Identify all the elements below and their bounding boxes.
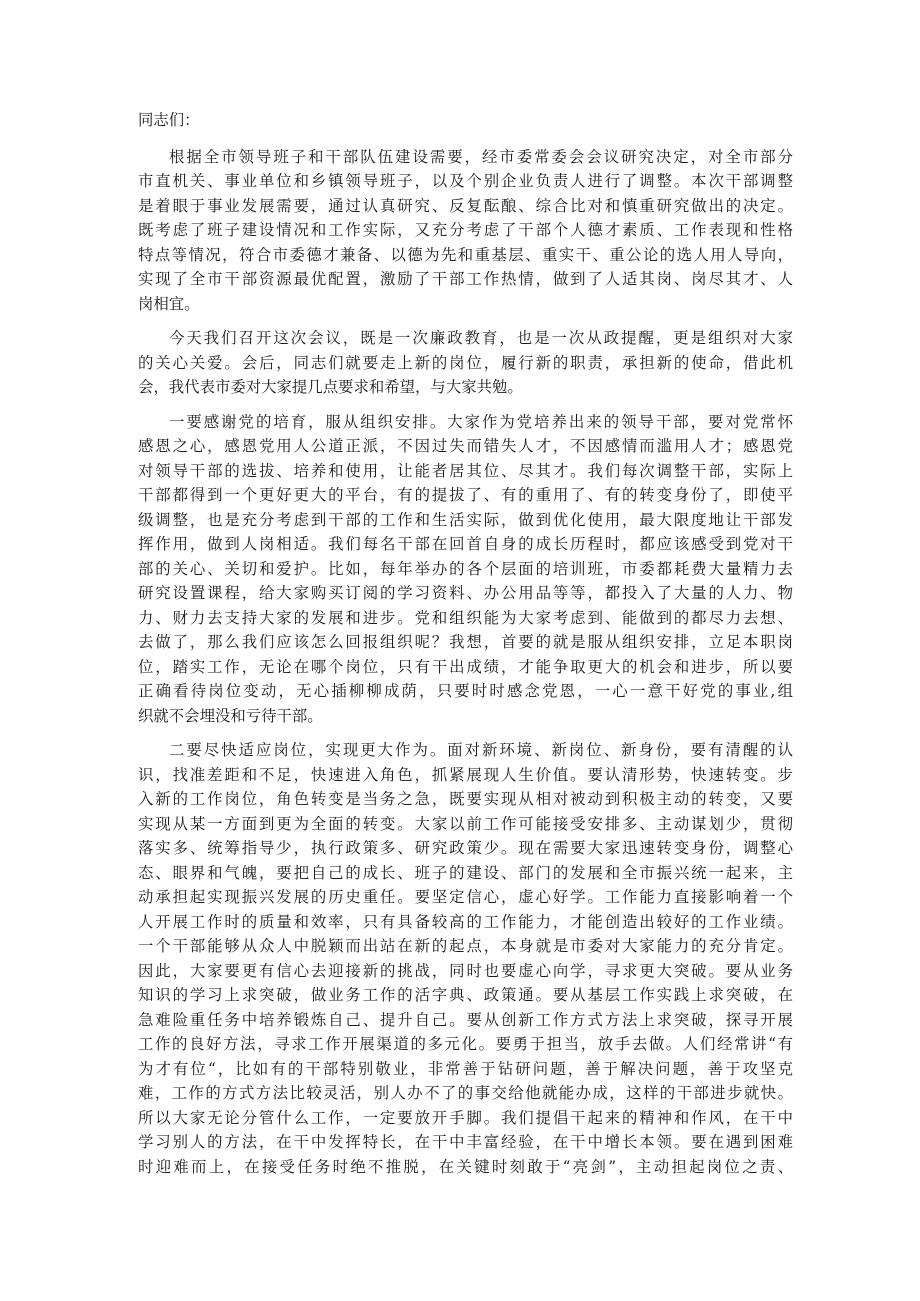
- paragraph-line: 落实多、统筹指导少，执行政策多、研究政策少。现在需要大家迅速转变身份，调整心: [138, 839, 793, 857]
- paragraph-line: 力、财力去支持大家的发展和进步。党和组织能为大家考虑到、能做到的都尽力去想、: [138, 608, 793, 627]
- paragraph-line: 研究设置课程，给大家购买订阅的学习资料、办公用品等等，都投入了大量的人力、物: [138, 584, 793, 602]
- paragraph-line: 正确看待岗位变动，无心插柳柳成荫，只要时时感念党恩，一心一意干好党的事业,组: [138, 682, 793, 700]
- paragraph-line: 实现从某一方面到更为全面的转变。大家以前工作可能接受安排多、主动谋划少，贯彻: [138, 814, 793, 833]
- paragraph-line: 人开展工作时的质量和效率，只有具备较高的工作能力，才能创造出较好的工作业绩。: [138, 912, 793, 931]
- paragraph-line: 会，我代表市委对大家提几点要求和希望，与大家共勉。: [138, 378, 523, 396]
- paragraph-line: 为才有位“，比如有的干部特别敬业，非常善于钻研问题，善于解决问题，善于攻坚克: [138, 1059, 793, 1078]
- paragraph-line: 时迎难而上，在接受任务时绝不推脱，在关键时刻敢于“亮剑”，主动担起岗位之责、: [138, 1157, 793, 1176]
- paragraph-line: 动承担起实现振兴发展的历史重任。要坚定信心，虚心好学。工作能力直接影响着一个: [138, 888, 793, 906]
- paragraph-line: 挥作用，做到人岗相适。我们每名干部在回首自身的成长历程时，都应该感受到党对干: [138, 535, 793, 553]
- paragraph-line: 知识的学习上求突破，做业务工作的活字典、政策通。要从基层工作实践上求突破，在: [138, 986, 793, 1004]
- paragraph-line: 二要尽快适应岗位，实现更大作为。面对新环境、新岗位、新身份，要有清醒的认: [169, 741, 793, 759]
- paragraph-line: 所以大家无论分管什么工作，一定要放开手脚。我们提倡干起来的精神和作风，在干中: [138, 1108, 793, 1127]
- paragraph-line: 根据全市领导班子和干部队伍建设需要，经市委常委会会议研究决定，对全市部分: [169, 147, 793, 166]
- paragraph-line: 织就不会埋没和亏待干部。: [138, 706, 323, 725]
- paragraph-line: 位，踏实工作，无论在哪个岗位，只有干出成绩，才能争取更大的机会和进步，所以要: [138, 657, 793, 676]
- paragraph-line: 入新的工作岗位，角色转变是当务之急，既要实现从相对被动到积极主动的转变，又要: [138, 790, 793, 808]
- paragraph-line: 岗相宜。: [138, 294, 200, 313]
- salutation: 同志们：: [138, 111, 200, 129]
- paragraph-line: 是着眼于事业发展需要，通过认真研究、反复酝酿、综合比对和慎重研究做出的决定。: [138, 196, 793, 215]
- paragraph-line: 级调整，也是充分考虑到干部的工作和生活实际，做到优化使用，最大限度地让干部发: [138, 510, 793, 529]
- paragraph-line: 难，工作的方式方法比较灵活，别人办不了的事交给他就能办成，这样的干部进步就快。: [138, 1084, 793, 1102]
- paragraph-line: 特点等情况，符合市委德才兼备、以德为先和重基层、重实干、重公论的选人用人导向，: [138, 245, 793, 264]
- paragraph: [138, 410, 793, 729]
- paragraph-line: 学习别人的方法，在干中发挥特长，在干中丰富经验，在干中增长本领。要在遇到困难: [138, 1133, 793, 1151]
- paragraph-line: 的关心关爱。会后，同志们就要走上新的岗位，履行新的职责，承担新的使命，借此机: [138, 353, 793, 372]
- paragraph-line: 既考虑了班子建设情况和工作实际，又充分考虑了干部个人德才素质、工作表现和性格: [138, 221, 793, 239]
- paragraph-line: 一要感谢党的培育，服从组织安排。大家作为党培养出来的领导干部，要对党常怀: [169, 412, 793, 431]
- paragraph-line: 感恩之心，感恩党用人公道正派，不因过失而错失人才，不因感情而滥用人才；感恩党: [138, 437, 793, 455]
- paragraph-line: 实现了全市干部资源最优配置，激励了干部工作热情，做到了人适其岗、岗尽其才、人: [138, 270, 793, 288]
- paragraph-line: 工作的良好方法，寻求工作开展渠道的多元化。要勇于担当，放手去做。人们经常讲“有: [138, 1035, 793, 1053]
- document-page: [138, 108, 793, 1189]
- paragraph-line: 识，找准差距和不足，快速进入角色，抓紧展现人生价值。要认清形势，快速转变。步: [138, 765, 793, 784]
- paragraph-line: 一个干部能够从众人中脱颖而出站在新的起点，本身就是市委对大家能力的充分肯定。: [138, 937, 793, 955]
- paragraph-line: 对领导干部的选拔、培养和使用，让能者居其位、尽其才。我们每次调整干部，实际上: [138, 461, 793, 480]
- paragraph: [138, 326, 793, 400]
- paragraph-line: 干部都得到一个更好更大的平台，有的提拔了、有的重用了、有的转变身份了，即使平: [138, 486, 793, 504]
- paragraph-line: 态、眼界和气魄，要把自己的成长、班子的建设、部门的发展和全市振兴统一起来，主: [138, 863, 793, 882]
- paragraph-line: 去做了，那么我们应该怎么回报组织呢？我想，首要的就是服从组织安排，立足本职岗: [138, 633, 793, 651]
- paragraph-line: 急难险重任务中培养锻炼自己、提升自己。要从创新工作方式方法上求突破，探寻开展: [138, 1010, 793, 1029]
- paragraph-line: 因此，大家要更有信心去迎接新的挑战，同时也要虚心向学，寻求更大突破。要从业务: [138, 961, 793, 980]
- document-body: [138, 145, 793, 1180]
- paragraph: [138, 145, 793, 317]
- paragraph-line: 今天我们召开这次会议，既是一次廉政教育，也是一次从政提醒，更是组织对大家: [169, 329, 793, 347]
- paragraph-line: 市直机关、事业单位和乡镇领导班子，以及个别企业负责人进行了调整。本次干部调整: [138, 172, 793, 190]
- paragraph: [138, 738, 793, 1179]
- paragraph-line: 部的关心、关切和爱护。比如，每年举办的各个层面的培训班，市委都耗费大量精力去: [138, 559, 793, 578]
